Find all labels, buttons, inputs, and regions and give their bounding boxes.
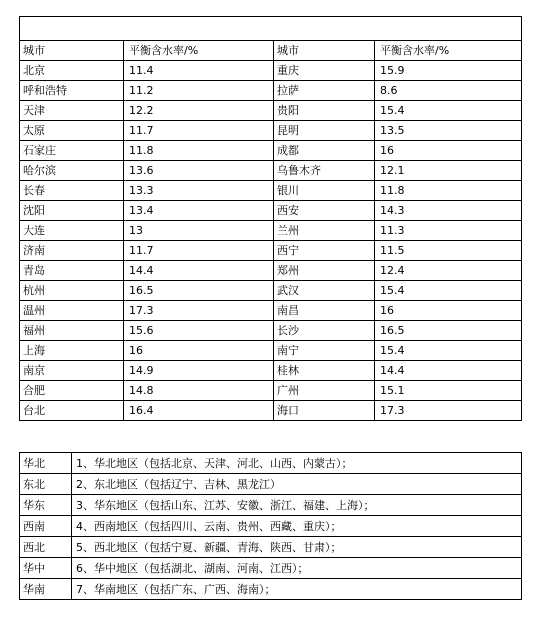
rate-cell-right: 17.3	[375, 401, 522, 421]
rate-cell-left: 14.4	[124, 261, 274, 281]
city-cell-right: 南宁	[274, 341, 375, 361]
table-row	[20, 81, 522, 101]
table-row	[20, 301, 522, 321]
table-row	[20, 401, 522, 421]
rate-cell-right: 15.1	[375, 381, 522, 401]
city-cell-right: 拉萨	[274, 81, 375, 101]
region-row	[20, 453, 522, 474]
region-name-cell: 西南	[20, 516, 72, 537]
rate-cell-right: 13.5	[375, 121, 522, 141]
region-description-cell: 5、西北地区（包括宁夏、新疆、青海、陕西、甘肃）；	[72, 537, 522, 558]
table-title-row	[20, 17, 522, 41]
city-cell-left: 太原	[20, 121, 124, 141]
city-cell-right: 银川	[274, 181, 375, 201]
table-title-cell	[20, 17, 522, 41]
region-legend-table	[19, 452, 522, 600]
city-cell-right: 成都	[274, 141, 375, 161]
city-cell-left: 福州	[20, 321, 124, 341]
region-description-cell: 4、西南地区（包括四川、云南、贵州、西藏、重庆）；	[72, 516, 522, 537]
city-cell-right: 重庆	[274, 61, 375, 81]
region-row	[20, 537, 522, 558]
region-name-cell: 华东	[20, 495, 72, 516]
table-row	[20, 281, 522, 301]
rate-cell-left: 11.4	[124, 61, 274, 81]
header-rate-left: 平衡含水率/%	[124, 41, 274, 61]
table-row	[20, 261, 522, 281]
city-cell-right: 郑州	[274, 261, 375, 281]
city-cell-left: 沈阳	[20, 201, 124, 221]
city-cell-left: 杭州	[20, 281, 124, 301]
region-name-cell: 华北	[20, 453, 72, 474]
city-cell-left: 长春	[20, 181, 124, 201]
rate-cell-right: 8.6	[375, 81, 522, 101]
city-cell-right: 桂林	[274, 361, 375, 381]
city-cell-right: 昆明	[274, 121, 375, 141]
city-cell-left: 温州	[20, 301, 124, 321]
rate-cell-right: 16	[375, 301, 522, 321]
table-row	[20, 141, 522, 161]
rate-cell-right: 16.5	[375, 321, 522, 341]
rate-cell-left: 11.7	[124, 121, 274, 141]
rate-cell-right: 11.5	[375, 241, 522, 261]
rate-cell-left: 13.6	[124, 161, 274, 181]
city-cell-left: 青岛	[20, 261, 124, 281]
region-name-cell: 华南	[20, 579, 72, 600]
city-cell-left: 上海	[20, 341, 124, 361]
rate-cell-left: 12.2	[124, 101, 274, 121]
city-cell-left: 合肥	[20, 381, 124, 401]
rate-cell-left: 13.4	[124, 201, 274, 221]
rate-cell-right: 14.4	[375, 361, 522, 381]
rate-cell-right: 15.4	[375, 281, 522, 301]
region-row	[20, 474, 522, 495]
region-row	[20, 495, 522, 516]
region-name-cell: 西北	[20, 537, 72, 558]
region-description-cell: 6、华中地区（包括湖北、湖南、河南、江西）；	[72, 558, 522, 579]
city-cell-right: 海口	[274, 401, 375, 421]
rate-cell-right: 11.8	[375, 181, 522, 201]
rate-cell-right: 16	[375, 141, 522, 161]
city-cell-left: 石家庄	[20, 141, 124, 161]
city-cell-right: 南昌	[274, 301, 375, 321]
table-row	[20, 101, 522, 121]
rate-cell-right: 12.4	[375, 261, 522, 281]
table-row	[20, 221, 522, 241]
region-description-cell: 3、华东地区（包括山东、江苏、安徽、浙江、福建、上海）；	[72, 495, 522, 516]
rate-cell-left: 11.2	[124, 81, 274, 101]
rate-cell-left: 14.8	[124, 381, 274, 401]
table-row	[20, 61, 522, 81]
header-city-right: 城市	[274, 41, 375, 61]
rate-cell-left: 15.6	[124, 321, 274, 341]
rate-cell-left: 11.8	[124, 141, 274, 161]
city-cell-right: 贵阳	[274, 101, 375, 121]
city-cell-right: 长沙	[274, 321, 375, 341]
rate-cell-left: 16.4	[124, 401, 274, 421]
rate-cell-right: 12.1	[375, 161, 522, 181]
header-rate-right: 平衡含水率/%	[375, 41, 522, 61]
rate-cell-right: 15.9	[375, 61, 522, 81]
city-cell-left: 台北	[20, 401, 124, 421]
table-row	[20, 381, 522, 401]
rate-cell-left: 16.5	[124, 281, 274, 301]
rate-cell-left: 14.9	[124, 361, 274, 381]
rate-cell-right: 11.3	[375, 221, 522, 241]
city-cell-right: 乌鲁木齐	[274, 161, 375, 181]
region-row	[20, 516, 522, 537]
table-row	[20, 121, 522, 141]
region-description-cell: 7、华南地区（包括广东、广西、海南）；	[72, 579, 522, 600]
rate-cell-left: 13	[124, 221, 274, 241]
region-name-cell: 华中	[20, 558, 72, 579]
city-cell-right: 西宁	[274, 241, 375, 261]
city-cell-right: 兰州	[274, 221, 375, 241]
table-row	[20, 321, 522, 341]
city-cell-right: 广州	[274, 381, 375, 401]
rate-cell-right: 15.4	[375, 101, 522, 121]
moisture-content-table	[19, 16, 522, 421]
rate-cell-left: 11.7	[124, 241, 274, 261]
city-cell-left: 哈尔滨	[20, 161, 124, 181]
table-row	[20, 201, 522, 221]
rate-cell-left: 13.3	[124, 181, 274, 201]
city-cell-right: 武汉	[274, 281, 375, 301]
city-cell-left: 济南	[20, 241, 124, 261]
city-cell-left: 呼和浩特	[20, 81, 124, 101]
table-row	[20, 161, 522, 181]
region-description-cell: 2、东北地区（包括辽宁、吉林、黑龙江）	[72, 474, 522, 495]
city-cell-left: 天津	[20, 101, 124, 121]
city-cell-left: 北京	[20, 61, 124, 81]
table-row	[20, 361, 522, 381]
rate-cell-left: 16	[124, 341, 274, 361]
table-row	[20, 181, 522, 201]
table-header-row	[20, 41, 522, 61]
city-cell-left: 大连	[20, 221, 124, 241]
region-name-cell: 东北	[20, 474, 72, 495]
region-row	[20, 558, 522, 579]
rate-cell-right: 15.4	[375, 341, 522, 361]
table-row	[20, 341, 522, 361]
table-row	[20, 241, 522, 261]
region-row	[20, 579, 522, 600]
rate-cell-right: 14.3	[375, 201, 522, 221]
header-city-left: 城市	[20, 41, 124, 61]
city-cell-left: 南京	[20, 361, 124, 381]
city-cell-right: 西安	[274, 201, 375, 221]
rate-cell-left: 17.3	[124, 301, 274, 321]
region-description-cell: 1、华北地区（包括北京、天津、河北、山西、内蒙古）；	[72, 453, 522, 474]
